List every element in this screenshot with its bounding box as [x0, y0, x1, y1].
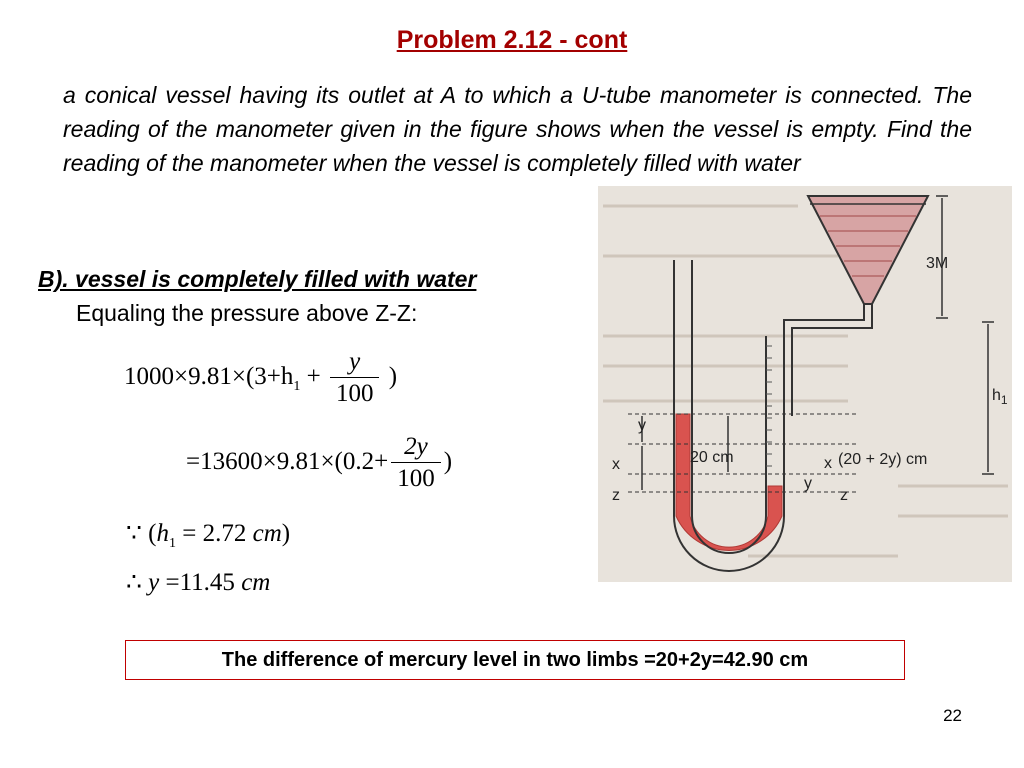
section-line: Equaling the pressure above Z-Z: — [76, 300, 418, 326]
label-h1: $h_1$ — [992, 387, 1008, 407]
eq1-left: 1000×9.81×(3+h — [124, 363, 294, 391]
eq4-var: y — [148, 569, 160, 596]
eq3-subscript: 1 — [168, 536, 176, 551]
label-x-right: x — [824, 455, 832, 472]
eq4-unit: cm — [241, 569, 271, 596]
label-20cm: 20 cm — [690, 449, 734, 466]
page-number: 22 — [943, 706, 962, 725]
eq2-left: =13600×9.81×(0.2+ — [186, 448, 389, 476]
eq3-prefix: ∵ ( — [126, 520, 157, 547]
eq4-prefix: ∴ — [126, 569, 149, 596]
reference-lines — [628, 414, 858, 492]
eq1-numerator: y — [330, 347, 380, 378]
label-z-right: z — [840, 487, 848, 504]
eq3-rest: = 2.72 — [175, 520, 253, 547]
label-y-right: y — [804, 475, 812, 492]
eq2-fraction — [391, 432, 441, 495]
label-3m: 3M — [926, 255, 949, 272]
slide-title: Problem 2.12 - cont — [396, 26, 628, 54]
eq4-rest: =11.45 — [159, 569, 242, 596]
equation-4 — [126, 567, 270, 597]
eq2-close: ) — [443, 448, 453, 476]
eq1-subscript: 1 — [293, 379, 301, 395]
problem-statement: a conical vessel having its outlet at A to which a U-tube manometer is connected. The reading of the manometer given in the figure shows when the vessel is empty. Find the reading of the manometer when the vessel is completely filled with water — [63, 82, 972, 176]
result-text: The difference of mercury level in two limbs =20+2y=42.90 cm — [221, 648, 809, 671]
section-heading: B). vessel is completely filled with water — [38, 266, 477, 292]
equation-3 — [126, 518, 290, 552]
eq1-fraction — [330, 347, 380, 410]
manometer-diagram — [598, 186, 1012, 582]
eq2-numerator: 2y — [391, 432, 441, 463]
eq1-plus: + — [300, 363, 327, 391]
eq2-denominator: 100 — [397, 465, 435, 492]
result-box — [125, 640, 905, 680]
manometer-figure — [598, 186, 1012, 582]
eq1-close: ) — [382, 363, 398, 391]
conical-vessel — [808, 196, 928, 304]
eq3-close: ) — [281, 520, 291, 547]
eq3-unit: cm — [252, 520, 282, 547]
u-tube — [674, 260, 784, 571]
label-20-2y: (20 + 2y) cm — [838, 451, 928, 468]
eq1-denominator: 100 — [335, 380, 374, 407]
label-x-left: x — [612, 456, 620, 473]
label-y-left: y — [638, 417, 646, 434]
equation-1 — [124, 347, 397, 410]
eq3-var: h — [156, 520, 169, 547]
outlet-pipe — [784, 304, 864, 416]
label-z-left: z — [612, 487, 620, 504]
equation-2 — [186, 432, 452, 495]
